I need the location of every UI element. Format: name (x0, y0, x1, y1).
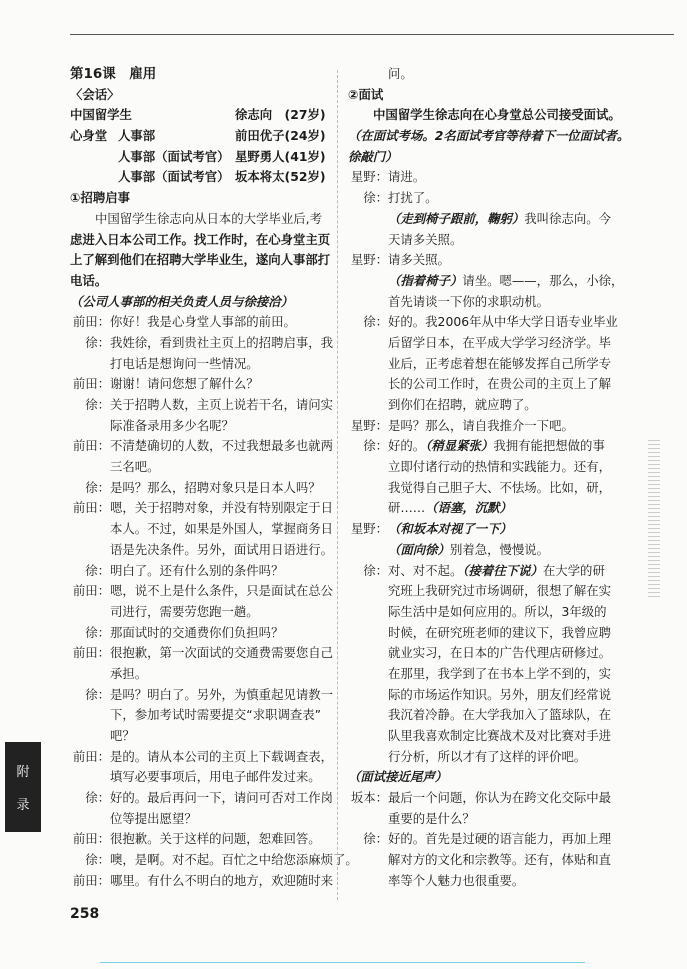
line-text: 虑进入日本公司工作。找工作时，在心身堂主页 (70, 231, 331, 247)
speaker-label: 徐： (85, 562, 110, 578)
line-text: 位等提出愿望？ (110, 810, 197, 826)
line-text: 队里我喜欢制定比赛战术及对比赛对手进 (388, 728, 612, 743)
line-text: 我姓徐，看到贵社主页上的招聘启事，我 (110, 334, 334, 350)
line-text: 率等个人魅力也很重要。 (388, 872, 525, 888)
line-text: 司进行，需要劳您跑一趟。 (110, 603, 259, 619)
speaker-label: 星野： (350, 169, 388, 185)
dialogue-line (348, 250, 613, 271)
column-divider (337, 70, 338, 900)
line-text: 吧？ (110, 728, 135, 743)
line-text: 第16课 雇用 (70, 66, 157, 82)
line-text: 你好！我是心身堂人事部的前田。 (110, 314, 296, 330)
line-text: 天请多关照。 (388, 231, 463, 247)
text-line (348, 478, 613, 499)
cast-affiliation: 心身堂 (70, 128, 108, 144)
line-text: 别着急，慢慢说。 (449, 541, 550, 557)
dialogue-line (348, 788, 613, 809)
text-line (70, 416, 335, 437)
cast-row (70, 126, 335, 147)
speaker-label: 前田： (72, 314, 110, 330)
line-text: ①招聘启事 (70, 190, 131, 206)
line-text: 嗯，说不上是什么条件，只是面试在总公 (110, 583, 334, 599)
line-text: 是吗？明白了。另外，为慎重起见请教一 (110, 686, 334, 702)
text-line (348, 623, 613, 644)
dialogue-line (348, 519, 613, 540)
text-line (348, 726, 613, 747)
text-line (348, 395, 613, 416)
line-text: 填写必要事项后，用电子邮件发过来。 (110, 769, 321, 785)
line-text: ②面试 (348, 86, 384, 102)
dialogue-line (70, 333, 335, 354)
dialogue-line (348, 416, 613, 437)
text-line (70, 602, 335, 623)
speaker-label: 徐： (85, 334, 110, 350)
text-line (70, 726, 335, 747)
text-line (348, 64, 613, 85)
line-text: 立即付诸行动的热情和实践能力。还有， (388, 459, 612, 475)
text-line (70, 292, 335, 313)
text-line (348, 747, 613, 768)
speaker-label: 徐： (363, 314, 388, 330)
dialogue-line (348, 829, 613, 850)
dialogue-line (70, 850, 358, 871)
line-text: 是吗？那么，招聘对象只是日本人吗？ (110, 479, 321, 495)
line-text: 好的。我2006年从中华大学日语专业毕业 (388, 314, 618, 330)
line-text: 上了解到他们在招聘大学毕业生，遂向人事部打 (70, 252, 331, 268)
text-line (348, 126, 630, 147)
text-line (348, 809, 613, 830)
speaker-label: 徐： (85, 852, 110, 868)
text-line (348, 230, 613, 251)
line-text: 究班上我研究过市场调研，很想了解在实 (388, 583, 612, 599)
stage-direction: （走到椅子跟前，鞠躬） (388, 210, 525, 226)
line-text: 首先请谈一下你的求职动机。 (388, 293, 550, 309)
line-text: 我觉得自己胆子大、不怯场。比如，研， (388, 479, 612, 495)
text-line (70, 809, 335, 830)
line-text: 对、对不起。 (388, 562, 463, 578)
line-text: 好的。 (388, 438, 426, 454)
line-text: 明白了。还有什么别的条件吗？ (110, 562, 284, 578)
speaker-label: 徐： (363, 438, 388, 454)
dialogue-line (70, 747, 335, 768)
text-line (348, 374, 613, 395)
text-line (348, 209, 613, 230)
line-text: 长的公司工作时，在贵公司的主页上了解 (388, 376, 612, 392)
dialogue-line (70, 581, 335, 602)
line-text: 中国留学生徐志向从日本的大学毕业后,考 (95, 210, 322, 226)
speaker-label: 星野： (350, 252, 388, 268)
speaker-label: 徐： (85, 790, 110, 806)
text-line (348, 602, 613, 623)
speaker-label: 星野： (350, 417, 388, 433)
line-text: 我沉着冷静。在大学我加入了篮球队，在 (388, 707, 612, 723)
dialogue-line (70, 498, 335, 519)
speaker-label: 星野： (350, 521, 388, 537)
text-line (70, 250, 335, 271)
line-text: 我叫徐志向。今 (524, 210, 612, 226)
stage-direction: （在面试考场。2名面试考官等待着下一位面试者。 (348, 128, 630, 144)
stage-direction: （和坂本对视了一下） (388, 521, 512, 537)
line-text: 下，参加考试时需要提交“求职调查表” (110, 707, 322, 723)
page-number: 258 (70, 906, 100, 922)
speaker-label: 徐： (85, 479, 110, 495)
line-text: 后留学日本，在平成大学学习经济学。毕 (388, 334, 612, 350)
speaker-label: 前田： (72, 376, 110, 392)
dialogue-line (348, 436, 613, 457)
line-text: 请坐。嗯——，那么，小徐， (462, 272, 624, 288)
line-text: 不清楚确切的人数，不过我想最多也就两 (110, 438, 334, 454)
cast-name: 徐志向 (27岁) (235, 107, 326, 123)
line-text: 好的。最后再问一下，请问可否对工作岗 (110, 790, 334, 806)
text-line (70, 230, 335, 251)
line-text: 很抱歉，第一次面试的交通费需要您自己 (110, 645, 334, 661)
text-line (70, 354, 335, 375)
dialogue-line (70, 395, 335, 416)
appendix-side-tab (5, 742, 41, 832)
line-text: 打电话是想询问一些情况。 (110, 355, 259, 371)
dialogue-line (348, 561, 613, 582)
stage-direction: （面试接近尾声） (348, 769, 448, 785)
line-text: 噢，是啊。对不起。百忙之中给您添麻烦了。 (110, 852, 358, 868)
header-rule (70, 34, 674, 35)
dialogue-line (70, 623, 335, 644)
line-text: 本人。不过，如果是外国人，掌握商务日 (110, 521, 334, 537)
line-text: 最后一个问题，你认为在跨文化交际中最 (388, 790, 612, 806)
stage-direction: （面向徐） (388, 541, 450, 557)
line-text: 解对方的文化和宗教等。还有，体贴和直 (388, 852, 612, 868)
speaker-label: 徐： (85, 397, 110, 412)
stage-direction: 徐敲门） (348, 148, 398, 164)
speaker-label: 前田： (72, 438, 110, 454)
line-text: 嗯，关于招聘对象，并没有特别限定于日 (110, 500, 334, 516)
cast-name: 星野勇人(41岁) (235, 148, 326, 164)
line-text: 际生活中是如何应用的。所以，3年级的 (388, 603, 607, 619)
text-line (348, 333, 613, 354)
cast-name: 坂本将太(52岁) (235, 169, 326, 185)
stage-direction: （语塞，沉默） (425, 500, 512, 516)
page-edge-scan-mark (648, 440, 660, 600)
text-line (348, 767, 613, 788)
dialogue-line (348, 312, 618, 333)
line-text: 际的市场运作知识。另外，朋友们经常说 (388, 686, 612, 702)
cast-row (70, 167, 335, 188)
cast-department: 人事部（面试考官） (118, 148, 230, 164)
text-line (70, 705, 335, 726)
text-line (348, 271, 624, 292)
line-text: 〈会话〉 (70, 86, 120, 102)
text-line (70, 271, 335, 292)
speaker-label: 徐： (85, 624, 110, 640)
text-line (348, 540, 613, 561)
speaker-label: 坂本： (350, 790, 388, 806)
line-text: 三名吧。 (110, 459, 160, 475)
text-line (70, 664, 335, 685)
text-line (348, 354, 613, 375)
line-text: 哪里。有什么不明白的地方，欢迎随时来 (110, 872, 334, 888)
side-tab-char: 附 (16, 765, 30, 780)
cast-name: 前田优子(24岁) (235, 128, 326, 144)
line-text: 时候，在研究班老师的建议下，我曾应聘 (388, 624, 612, 640)
dialogue-line (70, 829, 335, 850)
speaker-label: 前田： (72, 500, 110, 516)
line-text: 打扰了。 (388, 190, 438, 206)
line-text: 关于招聘人数，主页上说若干名，请问实 (110, 397, 334, 412)
line-text: 是的。请从本公司的主页上下载调查表， (110, 748, 334, 764)
text-line (348, 147, 613, 168)
text-line (70, 540, 335, 561)
speaker-label: 徐： (85, 686, 110, 702)
stage-direction: （接着往下说） (462, 562, 543, 578)
text-line (348, 850, 613, 871)
text-line (70, 457, 335, 478)
text-line (70, 188, 335, 209)
line-text: 电话。 (70, 272, 108, 288)
line-text: 际准备录用多少名呢？ (110, 417, 234, 433)
text-line (348, 292, 613, 313)
line-text: 请多关照。 (388, 252, 450, 268)
cast-row (70, 147, 335, 168)
line-text: 是吗？那么，请自我推介一下吧。 (388, 417, 574, 433)
side-tab-char: 录 (16, 798, 30, 813)
text-line (348, 85, 613, 106)
text-line (70, 767, 335, 788)
dialogue-line (348, 188, 613, 209)
line-text: 重要的是什么？ (388, 810, 475, 826)
dialogue-line (70, 374, 335, 395)
line-text: 承担。 (110, 665, 148, 681)
line-text: 业后，正考虑着想在能够发挥自己所学专 (388, 355, 612, 371)
text-line (348, 705, 613, 726)
dialogue-line (70, 561, 335, 582)
line-text: 就业实习，在日本的广告代理店研修过。 (388, 645, 612, 661)
text-line (348, 457, 613, 478)
text-line (348, 685, 613, 706)
line-text: 那面试时的交通费你们负担吗？ (110, 624, 284, 640)
speaker-label: 前田： (72, 831, 110, 847)
speaker-label: 前田： (72, 645, 110, 661)
dialogue-line (70, 436, 335, 457)
text-line (348, 871, 613, 892)
bottom-rule (100, 962, 585, 963)
text-line (348, 643, 613, 664)
line-text: 问。 (388, 66, 413, 81)
line-text: 谢谢！请问您想了解什么？ (110, 376, 259, 392)
cast-department: 人事部（面试考官） (118, 169, 230, 185)
line-text: 研…… (388, 500, 426, 516)
dialogue-line (70, 478, 335, 499)
line-text: 到你们在招聘，就应聘了。 (388, 397, 537, 412)
line-text: 中国留学生徐志向在心身堂总公司接受面试。 (373, 107, 621, 123)
text-line (348, 105, 621, 126)
left-column (70, 64, 358, 892)
text-line (70, 64, 335, 85)
cast-department: 人事部 (118, 128, 156, 144)
speaker-label: 徐： (363, 831, 388, 847)
dialogue-line (70, 788, 335, 809)
speaker-label: 前田： (72, 872, 110, 888)
text-line (70, 209, 335, 230)
line-text: 好的。首先是过硬的语言能力，再加上理 (388, 831, 612, 847)
speaker-label: 前田： (72, 583, 110, 599)
stage-direction: （稍显紧张） (425, 438, 494, 454)
line-text: 行分析，所以才有了这样的评价吧。 (388, 748, 587, 764)
cast-affiliation: 中国留学生 (70, 107, 132, 123)
speaker-label: 前田： (72, 748, 110, 764)
dialogue-line (70, 643, 335, 664)
right-column (348, 64, 630, 892)
line-text: 语是先决条件。另外，面试用日语进行。 (110, 541, 334, 557)
line-text: 请进。 (388, 169, 426, 185)
stage-direction: （公司人事部的相关负责人员与徐接洽） (70, 293, 294, 309)
cast-row (70, 105, 335, 126)
dialogue-line (70, 685, 335, 706)
line-text: 很抱歉。关于这样的问题，恕难回答。 (110, 831, 321, 847)
dialogue-line (70, 871, 335, 892)
text-line (348, 664, 613, 685)
text-line (70, 519, 335, 540)
speaker-label: 徐： (363, 190, 388, 206)
text-line (348, 581, 613, 602)
text-line (70, 85, 335, 106)
dialogue-line (348, 167, 613, 188)
line-text: 在大学的研 (542, 562, 605, 578)
line-text: 我拥有能把想做的事 (493, 438, 605, 454)
line-text: 在那里，我学到了在书本上学不到的，实 (388, 665, 612, 681)
text-line (348, 498, 613, 519)
speaker-label: 徐： (363, 562, 388, 578)
dialogue-line (70, 312, 335, 333)
stage-direction: （指着椅子） (388, 272, 463, 288)
